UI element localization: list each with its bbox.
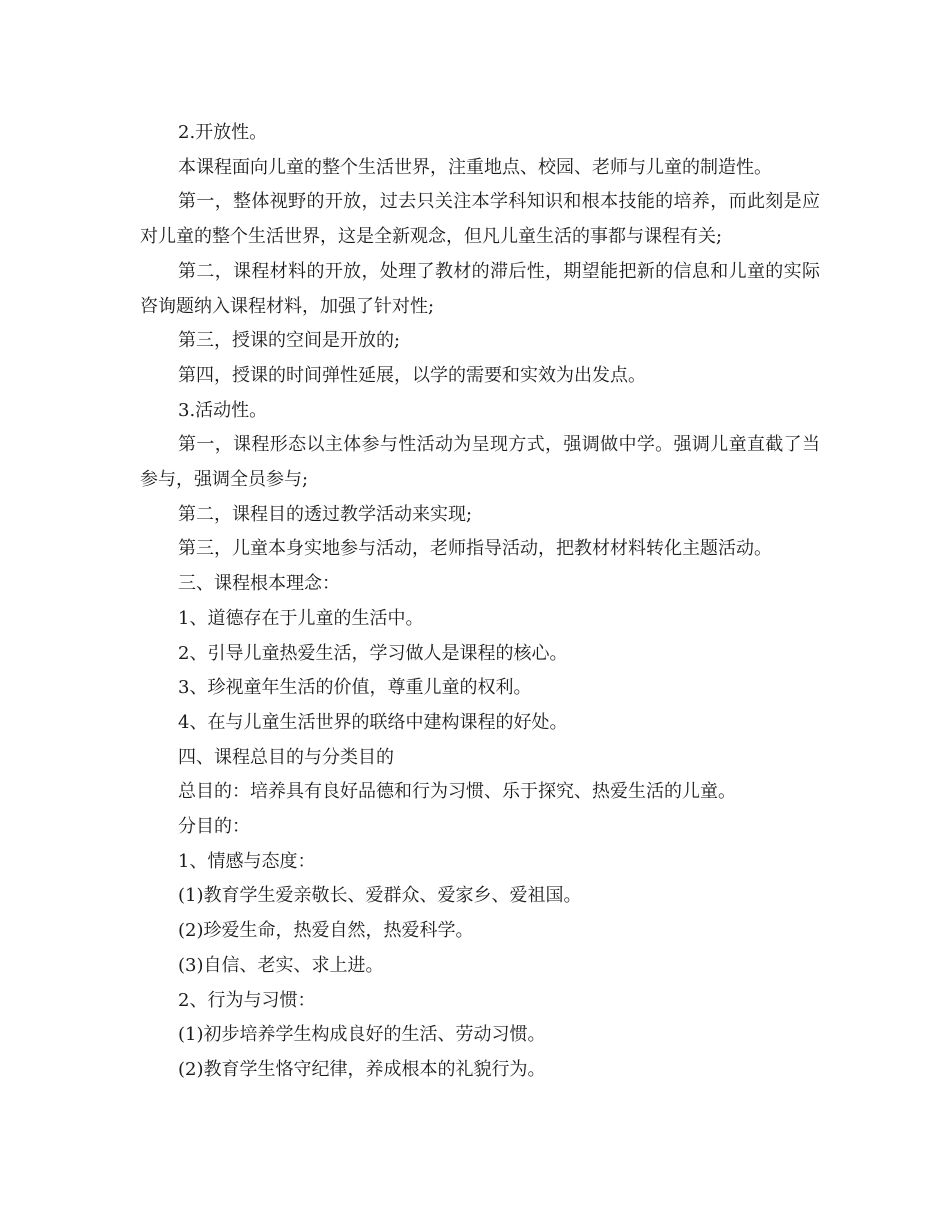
list-item: (1)教育学生爱亲敬长、爱群众、爱家乡、爱祖国。 [178, 885, 582, 907]
list-item: (1)初步培养学生构成良好的生活、劳动习惯。 [178, 1024, 546, 1046]
section-heading-basic-concepts: 三、课程根本理念： [178, 573, 340, 595]
section-heading-goals: 四、课程总目的与分类目的 [178, 746, 394, 768]
document-body [140, 116, 820, 1088]
list-item: 4、在与儿童生活世界的联络中建构课程的好处。 [178, 711, 568, 733]
paragraph: 第三，授课的空间是开放的; [178, 330, 401, 352]
paragraph: 第一，整体视野的开放，过去只关注本学科知识和根本技能的培养，而此刻是应对儿童的整个生活世界，这是全新观念，但凡儿童生活的事都与课程有关; [140, 191, 820, 248]
list-item: 1、情感与态度： [178, 850, 316, 872]
paragraph: 总目的：培养具有良好品德和行为习惯、乐于探究、热爱生活的儿童。 [178, 781, 736, 803]
paragraph: 第一，课程形态以主体参与性活动为呈现方式，强调做中学。强调儿童直截了当参与，强调全员参与; [140, 434, 820, 491]
list-item: (2)教育学生恪守纪律，养成根本的礼貌行为。 [178, 1058, 546, 1080]
list-item: (3)自信、老实、求上进。 [178, 954, 384, 976]
paragraph: 第四，授课的时间弹性延展，以学的需要和实效为出发点。 [178, 364, 646, 386]
paragraph: 本课程面向儿童的整个生活世界，注重地点、校园、老师与儿童的制造性。 [178, 156, 772, 178]
list-item: (2)珍爱生命，热爱自然，热爱科学。 [178, 920, 474, 942]
paragraph: 第二，课程材料的开放，处理了教材的滞后性，期望能把新的信息和儿童的实际咨询题纳入课程材料，加强了针对性; [140, 260, 820, 317]
list-item: 1、道德存在于儿童的生活中。 [178, 607, 424, 629]
section-heading-openness: 2.开放性。 [178, 122, 268, 143]
list-item: 2、引导儿童热爱生活，学习做人是课程的核心。 [178, 642, 568, 664]
section-heading-activity: 3.活动性。 [178, 399, 268, 421]
list-item: 2、行为与习惯： [178, 989, 316, 1011]
list-item: 3、珍视童年生活的价值，尊重儿童的权利。 [178, 677, 532, 699]
paragraph: 第二，课程目的透过教学活动来实现; [178, 503, 473, 525]
paragraph: 分目的： [178, 816, 250, 838]
paragraph: 第三，儿童本身实地参与活动，老师指导活动，把教材材料转化主题活动。 [178, 538, 772, 560]
